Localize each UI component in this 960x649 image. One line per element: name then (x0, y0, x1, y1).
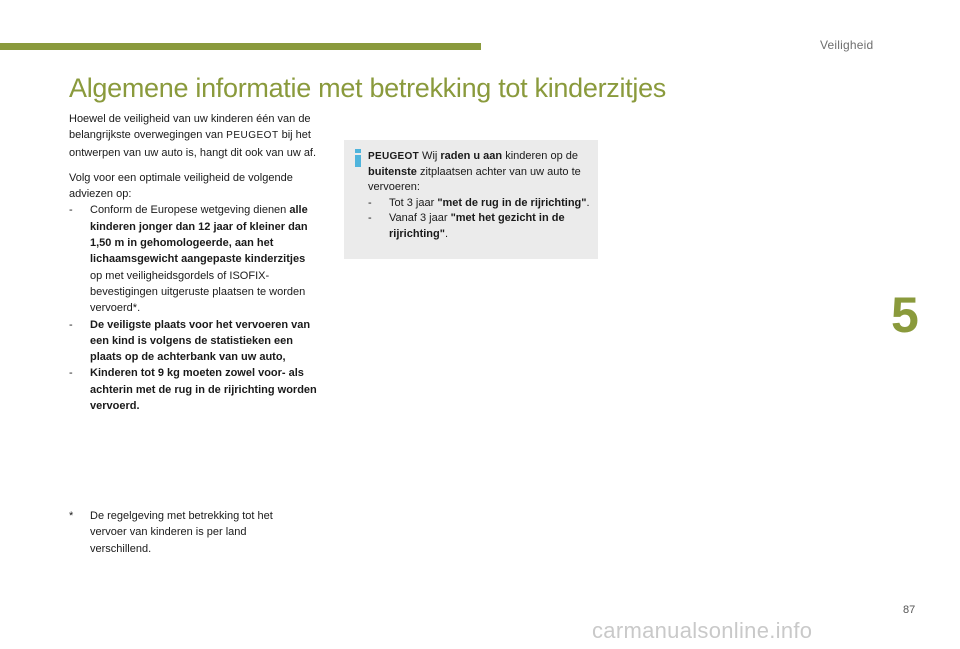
bullet-dash: - (69, 367, 73, 380)
list-item: - Vanaf 3 jaar "met het gezicht in de rijrichting". (368, 212, 565, 240)
info-list (368, 196, 590, 243)
list-item: - De veiligste plaats voor het vervoeren van een kind is volgens de statistieken een plaats op de achterbank van uw auto, (69, 318, 311, 364)
brand-name: PEUGEOT (368, 151, 419, 162)
chapter-number: 5 (891, 287, 919, 343)
section-label: Veiligheid (820, 38, 874, 52)
advice-lead: Volg voor een optimale veiligheid de volgende adviezen op: (69, 171, 293, 201)
list-item: - Kinderen tot 9 kg moeten zowel voor- als achterin met de rug in de rijrichting worden vervoerd. (69, 367, 317, 413)
brand-name: PEUGEOT (226, 130, 279, 142)
info-text (368, 149, 590, 242)
bullet-dash: - (368, 212, 372, 224)
bullet-dash: - (368, 196, 372, 209)
footnote-marker: * (69, 510, 74, 522)
info-icon (354, 149, 362, 167)
intro-paragraph: Hoewel de veiligheid van uw kinderen één van de belangrijkste overwegingen van PEUGEOT bij het ontwerpen van uw auto is, hangt dit ook van uw af. (69, 113, 317, 159)
main-text-column (69, 111, 319, 414)
header-accent-bar (0, 43, 481, 50)
page-number: 87 (903, 604, 916, 616)
info-paragraph: PEUGEOT Wij raden u aan kinderen op de buitenste zitplaatsen achter van uw auto te vervoeren: (368, 150, 581, 193)
footnote (69, 508, 299, 557)
page-title: Algemene informatie met betrekking tot kinderzitjes (69, 73, 666, 103)
watermark: carmanualsonline.info (592, 618, 813, 643)
advice-list (69, 202, 319, 414)
info-box (344, 140, 598, 259)
list-item: - Tot 3 jaar "met de rug in de rijrichting". (368, 196, 590, 212)
bullet-dash: - (69, 204, 73, 217)
advice-section (69, 170, 319, 414)
bullet-dash: - (69, 318, 73, 331)
footnote-text: De regelgeving met betrekking tot het vervoer van kinderen is per land verschillend. (90, 510, 273, 555)
list-item: - Conform de Europese wetgeving dienen alle kinderen jonger dan 12 jaar of kleiner dan 1,50 m in gehomologeerde, aan het lichaamsgewicht aangepaste kinderzitjes op met veiligheidsgordels of ISOFIX-bevestigingen uitgeruste plaatsen te worden vervoerd*. (69, 204, 308, 315)
